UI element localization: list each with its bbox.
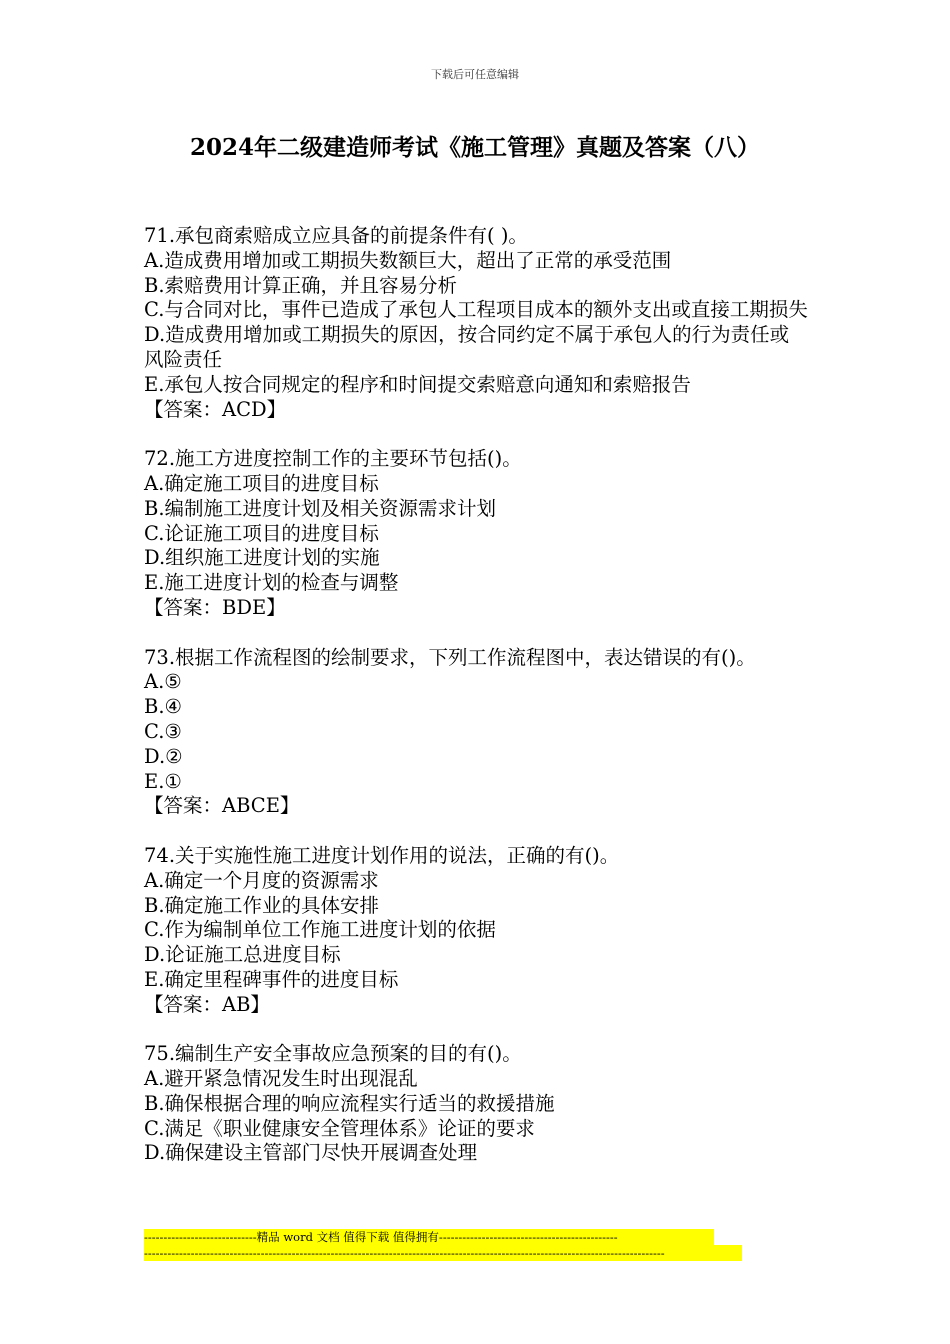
question-72 [144, 447, 808, 621]
footer-highlight-line-2: -------------------------------------------------------------------------------------------------------------------------------------- [144, 1245, 742, 1261]
option-a: A.避开紧急情况发生时出现混乱 [144, 1067, 418, 1091]
option-e: E.① [144, 769, 182, 793]
question-73 [144, 646, 808, 820]
option-a: A.确定施工项目的进度目标 [144, 471, 379, 495]
option-b: B.确保根据合理的响应流程实行适当的救援措施 [144, 1091, 555, 1115]
option-c: C.论证施工项目的进度目标 [144, 521, 379, 545]
option-d: D.② [144, 744, 183, 768]
document-title: 2024年二级建造师考试《施工管理》真题及答案（八） [189, 134, 760, 161]
question-stem: 74.关于实施性施工进度计划作用的说法，正确的有()。 [144, 843, 620, 867]
question-stem: 75.编制生产安全事故应急预案的目的有()。 [144, 1042, 522, 1066]
option-b: B.编制施工进度计划及相关资源需求计划 [144, 496, 497, 520]
option-c: C.作为编制单位工作施工进度计划的依据 [144, 918, 496, 942]
question-stem: 72.施工方进度控制工作的主要环节包括()。 [144, 447, 522, 471]
answer: 【答案：BDE】 [144, 595, 286, 619]
option-e: E.确定里程碑事件的进度目标 [144, 967, 399, 991]
option-b: B.索赔费用计算正确，并且容易分析 [144, 273, 458, 297]
question-71 [144, 224, 808, 422]
option-b: B.④ [144, 695, 183, 719]
answer: 【答案：ACD】 [144, 397, 287, 421]
option-d: D.论证施工总进度目标 [144, 943, 341, 967]
question-stem: 71.承包商索赔成立应具备的前提条件有( )。 [144, 224, 528, 247]
answer: 【答案：ABCE】 [144, 794, 300, 818]
question-74 [144, 844, 808, 1018]
option-c: C.③ [144, 719, 182, 743]
answer: 【答案：AB】 [144, 992, 270, 1016]
option-a: A.确定一个月度的资源需求 [144, 868, 379, 892]
page-header-note: 下载后可任意编辑 [431, 68, 519, 81]
option-c: C.与合同对比，事件已造成了承包人工程项目成本的额外支出或直接工期损失 [144, 298, 808, 322]
option-d: D.造成费用增加或工期损失的原因，按合同约定不属于承包人的行为责任或风险责任 [144, 323, 790, 371]
footer-highlight-line-1: -----------------------------精品 word 文档 值得下载 值得拥有---------------------------------------------- [144, 1229, 714, 1245]
option-a: A.造成费用增加或工期损失数额巨大，超出了正常的承受范围 [144, 248, 672, 272]
option-e: E.施工进度计划的检查与调整 [144, 571, 399, 595]
question-list [144, 224, 808, 1191]
option-e: E.承包人按合同规定的程序和时间提交索赔意向通知和索赔报告 [144, 372, 691, 396]
option-d: D.组织施工进度计划的实施 [144, 546, 380, 570]
option-d: D.确保建设主管部门尽快开展调查处理 [144, 1141, 478, 1165]
page-footer [144, 1229, 744, 1261]
option-a: A.⑤ [144, 670, 182, 694]
question-stem: 73.根据工作流程图的绘制要求，下列工作流程图中，表达错误的有()。 [144, 645, 756, 669]
question-75 [144, 1042, 808, 1166]
option-b: B.确定施工作业的具体安排 [144, 893, 380, 917]
option-c: C.满足《职业健康安全管理体系》论证的要求 [144, 1116, 535, 1140]
